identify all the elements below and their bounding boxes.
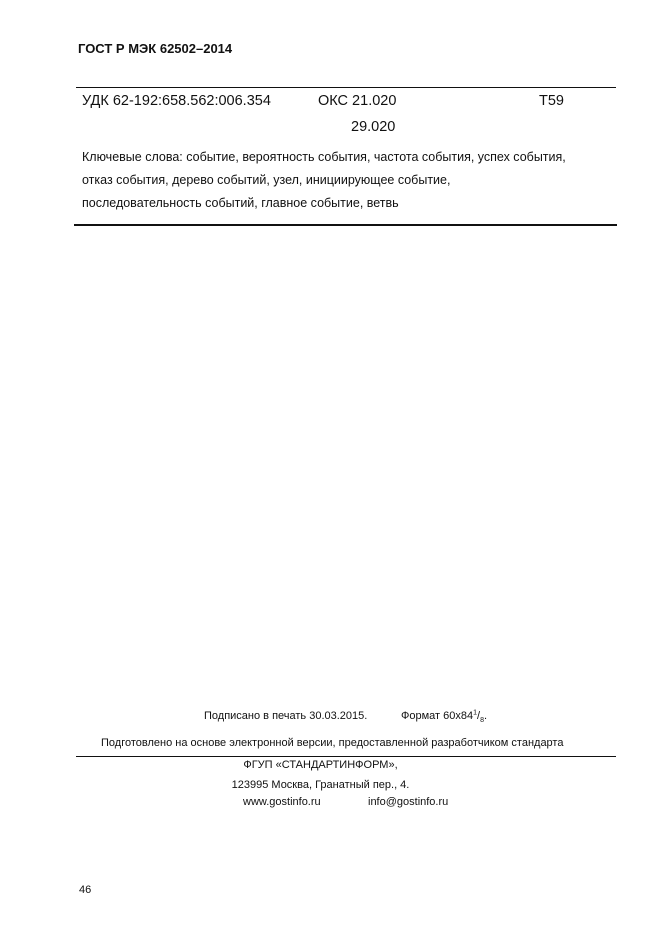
document-title: ГОСТ Р МЭК 62502–2014 [78, 41, 233, 56]
oks-code-primary: ОКС 21.020 [318, 93, 397, 109]
prepared-note: Подготовлено на основе электронной версии, предоставленной разработчиком стандарта [101, 737, 564, 749]
keywords-line: Ключевые слова: событие, вероятность события, частота события, успех события, [82, 150, 566, 164]
top-divider [76, 87, 616, 88]
udk-code: УДК 62-192:658.562:006.354 [82, 93, 271, 109]
publisher-website[interactable]: www.gostinfo.ru [243, 796, 321, 808]
oks-code-secondary: 29.020 [351, 119, 396, 135]
format-denominator: 8 [480, 717, 484, 725]
keywords-line: последовательность событий, главное событие, ветвь [82, 196, 399, 210]
paper-format: Формат $60x84^1/_8$. [401, 709, 488, 725]
keywords-block [82, 146, 612, 215]
format-suffix: . [483, 710, 488, 722]
group-code: Т59 [539, 93, 564, 109]
format-prefix: Формат 60x84 [401, 710, 474, 722]
publisher-name: ФГУП «СТАНДАРТИНФОРМ», [243, 759, 398, 771]
publisher-email[interactable]: info@gostinfo.ru [368, 796, 449, 808]
format-numerator: 1 [473, 709, 478, 717]
publisher-address: 123995 Москва, Гранатный пер., 4. [231, 779, 410, 791]
page-number: 46 [79, 884, 92, 896]
keywords-line: отказ события, дерево событий, узел, инициирующее событие, [82, 173, 451, 187]
signed-for-print: Подписано в печать 30.03.2015. [204, 710, 368, 722]
keywords-divider [74, 224, 617, 226]
imprint-divider [76, 756, 616, 757]
